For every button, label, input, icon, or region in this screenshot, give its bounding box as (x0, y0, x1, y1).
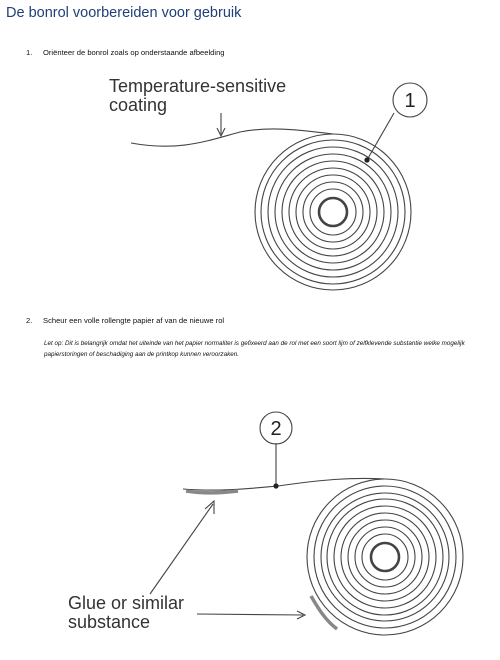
step-1-text: Oriënteer de bonrol zoals op onderstaande afbeelding (43, 48, 225, 57)
step-2-number: 2. (26, 316, 33, 325)
glue-label-line2: substance (68, 612, 151, 632)
step-1-number: 1. (26, 48, 33, 57)
coating-label-line1: Temperature-sensitive (109, 76, 287, 96)
glue-label-line1: Glue or similar (68, 593, 185, 613)
step-2-text: Scheur een volle rollengte papier af van de nieuwe rol (43, 316, 225, 325)
callout-2: 2 (270, 418, 282, 440)
callout-1: 1 (404, 90, 416, 112)
page-title: De bonrol voorbereiden voor gebruik (6, 5, 242, 21)
coating-label-line2: coating (109, 95, 168, 115)
warning-note: Let op: Dit is belangrijk omdat het uiteinde van het papier normaliter is gefixeerd aan de rol met een soort lijm of zelfklevende substantie welke mogelijk papierstoringen of beschadiging aan de printkop kunnen veroorzaken. (44, 340, 465, 358)
